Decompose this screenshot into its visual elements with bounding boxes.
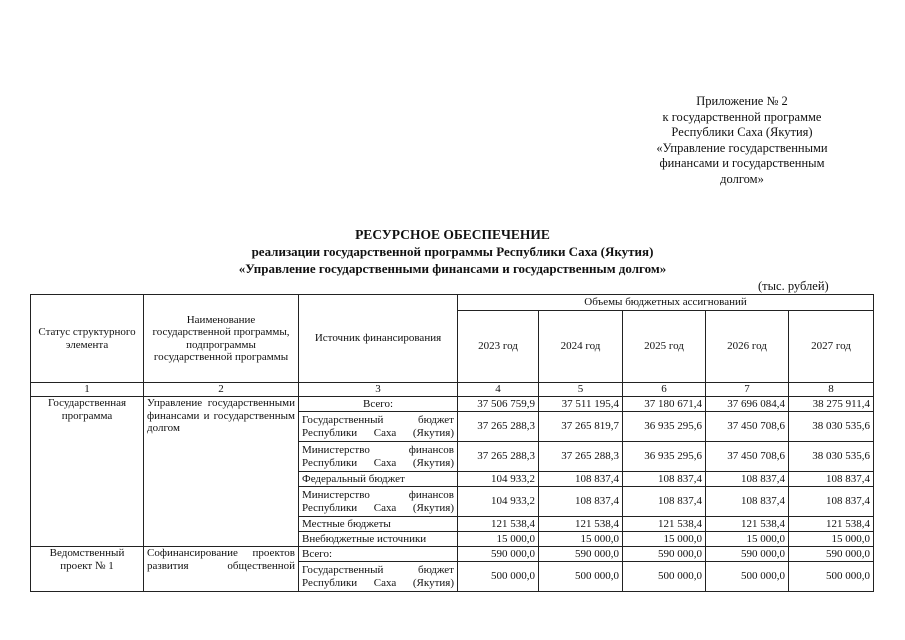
- column-number: 4: [458, 383, 539, 397]
- cell-value: 121 538,4: [789, 517, 874, 532]
- cell-value: 37 265 288,3: [458, 442, 539, 472]
- cell-value: 15 000,0: [789, 532, 874, 547]
- cell-value: 108 837,4: [623, 472, 706, 487]
- cell-source: Федеральный бюджет: [299, 472, 458, 487]
- cell-value: 590 000,0: [458, 547, 539, 562]
- cell-value: 108 837,4: [706, 472, 789, 487]
- cell-value: 500 000,0: [623, 562, 706, 592]
- appendix-line: финансами и государственным: [659, 156, 825, 170]
- cell-value: 37 265 819,7: [539, 412, 623, 442]
- cell-value: 590 000,0: [623, 547, 706, 562]
- cell-value: 37 450 708,6: [706, 442, 789, 472]
- cell-value: 37 506 759,9: [458, 397, 539, 412]
- cell-value: 15 000,0: [706, 532, 789, 547]
- cell-value: 15 000,0: [623, 532, 706, 547]
- header-year: 2024 год: [539, 311, 623, 383]
- cell-value: 500 000,0: [789, 562, 874, 592]
- cell-value: 15 000,0: [539, 532, 623, 547]
- cell-program-name: Управление государственными финансами и государственным долгом: [144, 397, 299, 547]
- column-number-row: [31, 383, 874, 397]
- cell-value: 38 030 535,6: [789, 442, 874, 472]
- cell-value: 15 000,0: [458, 532, 539, 547]
- cell-value: 500 000,0: [458, 562, 539, 592]
- column-number: 3: [299, 383, 458, 397]
- cell-value: 121 538,4: [458, 517, 539, 532]
- cell-source: Министерство финансов Республики Саха (Якутия): [299, 487, 458, 517]
- header-year: 2025 год: [623, 311, 706, 383]
- title-line-1: РЕСУРСНОЕ ОБЕСПЕЧЕНИЕ: [355, 227, 550, 242]
- header-source: Источник финансирования: [299, 295, 458, 383]
- cell-value: 37 265 288,3: [458, 412, 539, 442]
- column-number: 1: [31, 383, 144, 397]
- column-number: 2: [144, 383, 299, 397]
- header-year: 2027 год: [789, 311, 874, 383]
- cell-value: 38 030 535,6: [789, 412, 874, 442]
- column-number: 8: [789, 383, 874, 397]
- cell-value: 500 000,0: [706, 562, 789, 592]
- cell-status: Ведомственный проект № 1: [31, 547, 144, 592]
- cell-source: Государственный бюджет Республики Саха (Якутия): [299, 412, 458, 442]
- cell-value: 590 000,0: [789, 547, 874, 562]
- cell-value: 121 538,4: [706, 517, 789, 532]
- cell-value: 37 450 708,6: [706, 412, 789, 442]
- cell-value: 36 935 295,6: [623, 412, 706, 442]
- cell-source: Всего:: [299, 547, 458, 562]
- document-title: [0, 226, 905, 277]
- cell-value: 121 538,4: [623, 517, 706, 532]
- header-volumes: Объемы бюджетных ассигнований: [458, 295, 874, 311]
- cell-value: 108 837,4: [789, 487, 874, 517]
- appendix-line: Приложение № 2: [696, 94, 788, 108]
- appendix-line: долгом»: [720, 171, 764, 186]
- header-year: 2026 год: [706, 311, 789, 383]
- cell-value: 108 837,4: [623, 487, 706, 517]
- appendix-line: «Управление государственными: [656, 140, 828, 155]
- cell-value: 37 696 084,4: [706, 397, 789, 412]
- column-number: 6: [623, 383, 706, 397]
- cell-source: Местные бюджеты: [299, 517, 458, 532]
- appendix-line: Республики Саха (Якутия): [671, 125, 813, 139]
- header-year: 2023 год: [458, 311, 539, 383]
- appendix-note: [612, 94, 872, 187]
- cell-value: 108 837,4: [539, 472, 623, 487]
- cell-value: 121 538,4: [539, 517, 623, 532]
- column-number: 5: [539, 383, 623, 397]
- cell-value: 38 275 911,4: [789, 397, 874, 412]
- cell-value: 37 265 288,3: [539, 442, 623, 472]
- cell-value: 500 000,0: [539, 562, 623, 592]
- header-status: Статус структурного элемента: [31, 295, 144, 383]
- column-number: 7: [706, 383, 789, 397]
- header-name: Наименование государственной программы, подпрограммы государственной программы: [144, 295, 299, 383]
- cell-value: 104 933,2: [458, 472, 539, 487]
- title-line-2: реализации государственной программы Республики Саха (Якутия): [251, 244, 654, 259]
- appendix-line: к государственной программе: [662, 109, 822, 124]
- cell-value: 37 180 671,4: [623, 397, 706, 412]
- cell-value: 108 837,4: [789, 472, 874, 487]
- cell-value: 108 837,4: [706, 487, 789, 517]
- cell-value: 36 935 295,6: [623, 442, 706, 472]
- units-label: (тыс. рублей): [758, 279, 829, 293]
- title-line-3: «Управление государственными финансами и государственным долгом»: [238, 261, 667, 276]
- cell-value: 104 933,2: [458, 487, 539, 517]
- cell-status: Государственная программа: [31, 397, 144, 547]
- cell-program-name: Софинансирование проектов развития общественной: [144, 547, 299, 592]
- header-row-1: [31, 295, 874, 311]
- cell-value: 590 000,0: [539, 547, 623, 562]
- cell-value: 37 511 195,4: [539, 397, 623, 412]
- cell-source: Министерство финансов Республики Саха (Якутия): [299, 442, 458, 472]
- resource-table: [30, 294, 874, 592]
- cell-value: 590 000,0: [706, 547, 789, 562]
- table-row: [31, 397, 874, 412]
- cell-source: Всего:: [299, 397, 458, 412]
- cell-source: Государственный бюджет Республики Саха (Якутия): [299, 562, 458, 592]
- cell-value: 108 837,4: [539, 487, 623, 517]
- table-row: [31, 547, 874, 562]
- cell-source: Внебюджетные источники: [299, 532, 458, 547]
